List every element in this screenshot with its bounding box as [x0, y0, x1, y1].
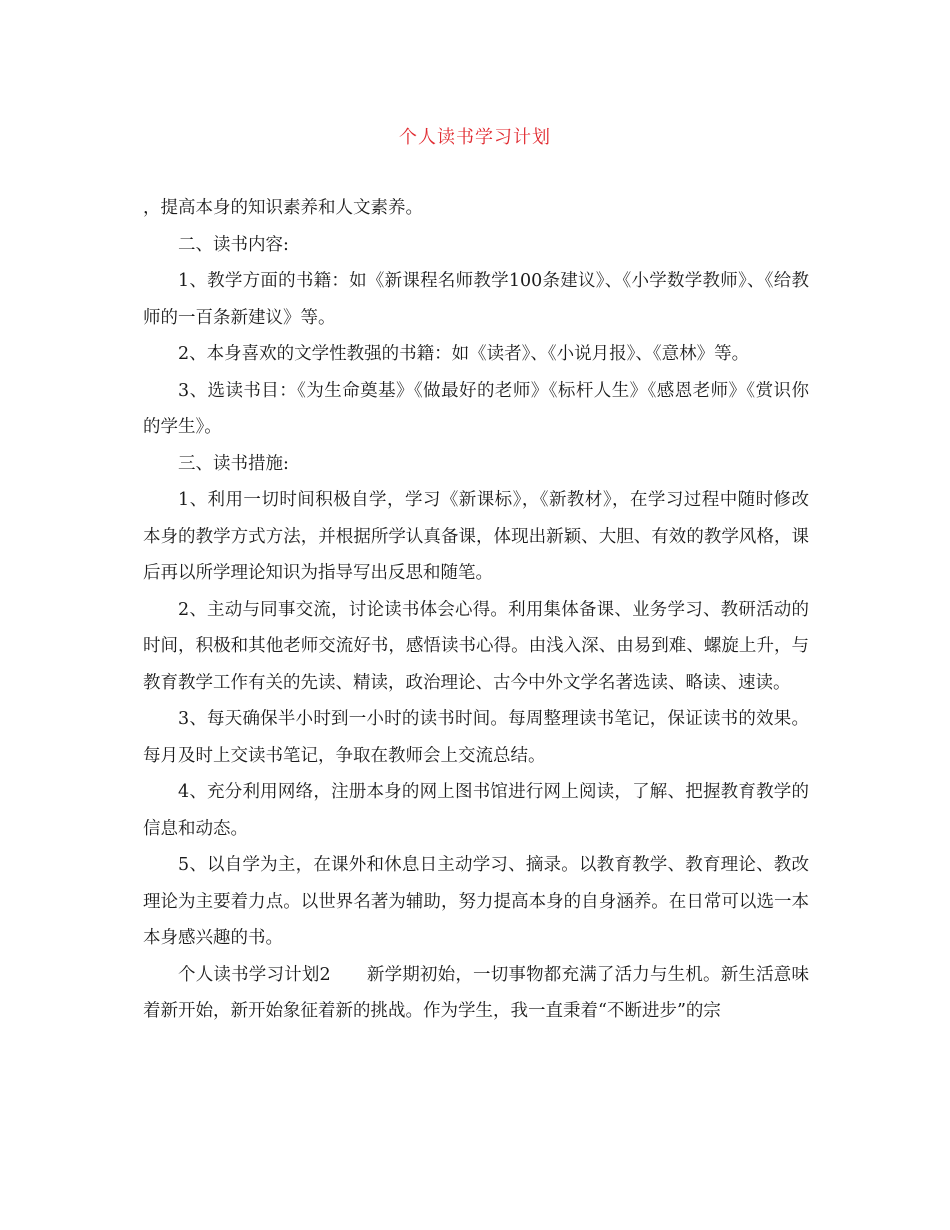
paragraph: 3、选读书目：《为生命奠基》《做最好的老师》《标杆人生》《感恩老师》《赏识你的学生》。 [143, 380, 809, 437]
paragraph: 1、利用一切时间积极自学，学习《新课标》，《新教材》，在学习过程中随时修改本身的教学方式方法，并根据所学认真备课，体现出新颖、大胆、有效的教学风格，课后再以所学理论知识为指导写出反思和随笔。 [143, 490, 809, 583]
section-heading: 二、读书内容: [178, 234, 289, 255]
paragraph: ，提高本身的知识素养和人文素养。 [143, 198, 423, 218]
paragraph: 5、以自学为主，在课外和休息日主动学习、摘录。以教育教学、教育理论、教改理论为主要着力点。以世界名著为辅助，努力提高本身的自身涵养。在日常可以选一本本身感兴趣的书。 [143, 855, 809, 948]
paragraph: 2、本身喜欢的文学性教强的书籍：如《读者》、《小说月报》、《意林》等。 [178, 344, 750, 364]
plan-heading: 个人读书学习计划2 [178, 964, 331, 985]
paragraph: 4、充分利用网络，注册本身的网上图书馆进行网上阅读，了解、把握教育教学的信息和动态。 [143, 782, 809, 839]
section-heading: 三、读书措施: [178, 453, 289, 474]
document-body [143, 190, 809, 1030]
paragraph: 1、教学方面的书籍：如《新课程名师教学100条建议》、《小学数学教师》、《给教师的一百条新建议》等。 [143, 271, 809, 328]
paragraph-text: 新学期初始，一切事物都充满了活力与生机。新生活意味着新开始，新开始象征着新的挑战。作为学生，我一直秉着“不断进步”的宗 [143, 964, 810, 1021]
paragraph [143, 957, 809, 1030]
paragraph: 3、每天确保半小时到一小时的读书时间。每周整理读书笔记，保证读书的效果。每月及时上交读书笔记，争取在教师会上交流总结。 [143, 709, 809, 766]
paragraph: 2、主动与同事交流，讨论读书体会心得。利用集体备课、业务学习、教研活动的时间，积极和其他老师交流好书，感悟读书心得。由浅入深、由易到难、螺旋上升，与教育教学工作有关的先读、精读，政治理论、古今中外文学名著选读、略读、速读。 [143, 599, 809, 693]
document-title: 个人读书学习计划 [399, 127, 551, 148]
